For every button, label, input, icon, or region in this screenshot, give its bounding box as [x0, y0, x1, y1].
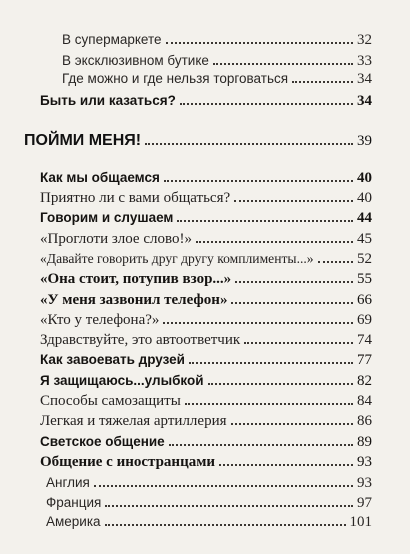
toc-entry-title: «У меня зазвонил телефон» [40, 292, 228, 308]
toc-entry [40, 389, 372, 409]
toc-leader-dots [292, 81, 353, 83]
toc-entry-page: 33 [357, 53, 372, 69]
toc-leader-dots [105, 524, 346, 526]
toc-leader-dots [166, 42, 353, 44]
toc-entry-title: «Она стоит, потупив взор...» [40, 271, 232, 287]
toc-entry-page: 69 [357, 312, 372, 328]
toc-entry-page: 93 [357, 454, 372, 470]
toc-leader-dots [180, 103, 353, 105]
toc-entry [46, 510, 372, 530]
toc-entry-page: 82 [357, 373, 372, 389]
toc-entry-page: 39 [357, 133, 372, 149]
toc-entry-title: В эксклюзивном бутике [62, 53, 209, 68]
toc-entry [40, 186, 372, 206]
toc-entry [40, 450, 372, 470]
toc-entry [40, 288, 372, 308]
toc-entry-title: Англия [46, 475, 90, 490]
toc-entry-title: Как завоевать друзей [40, 352, 185, 367]
toc-entry [40, 348, 372, 368]
toc-entry [62, 67, 372, 87]
toc-entry-title: Способы самозащиты [40, 393, 181, 409]
toc-leader-dots [208, 383, 353, 385]
toc-entry-page: 44 [357, 210, 372, 226]
toc-leader-dots [219, 464, 353, 466]
toc-leader-dots [177, 220, 353, 222]
toc-leader-dots [189, 362, 353, 364]
toc-leader-dots [163, 322, 353, 324]
toc-leader-dots [244, 342, 353, 344]
toc-entry-title: Легкая и тяжелая артиллерия [40, 413, 227, 429]
toc-entry [62, 28, 372, 48]
toc-entry-page: 84 [357, 393, 372, 409]
toc-leader-dots [164, 180, 353, 182]
toc-entry-page: 52 [357, 251, 372, 267]
toc-section [24, 129, 372, 149]
toc-entry-page: 101 [349, 514, 372, 530]
toc-entry [40, 409, 372, 429]
toc-section-title: ПОЙМИ МЕНЯ! [24, 132, 142, 149]
toc-entry-page: 89 [357, 434, 372, 450]
toc-entry-page: 34 [357, 93, 372, 109]
toc-entry-title: Где можно и где нельзя торговаться [62, 71, 289, 86]
toc-leader-dots [169, 444, 353, 446]
toc-entry-title: Говорим и слушаем [40, 210, 174, 225]
toc-leader-dots [231, 423, 354, 425]
toc-entry-page: 97 [357, 495, 372, 511]
toc-entry-page: 34 [357, 71, 372, 87]
toc-leader-dots [235, 281, 353, 283]
toc-entry-title: Как мы общаемся [40, 170, 160, 185]
toc-entry [40, 227, 372, 247]
toc-entry-page: 32 [357, 32, 372, 48]
toc-entry [62, 49, 372, 69]
toc-entry-title: Америка [46, 514, 101, 529]
toc-leader-dots [318, 261, 353, 263]
toc-entry-title: Светское общение [40, 434, 165, 449]
toc-entry [40, 206, 372, 226]
toc-entry-title: Здравствуйте, это автоответчик [40, 332, 241, 348]
toc-entry-page: 40 [357, 170, 372, 186]
toc-leader-dots [213, 63, 353, 65]
toc-entry-title: «Давайте говорить друг другу комплименты...» [40, 251, 314, 266]
toc-entry [40, 89, 372, 109]
toc-leader-dots [105, 505, 353, 507]
toc-leader-dots [196, 241, 353, 243]
toc-entry [40, 247, 372, 267]
toc-entry-page: 86 [357, 413, 372, 429]
toc-entry-page: 40 [357, 190, 372, 206]
toc-leader-dots [231, 302, 353, 304]
toc-entry [46, 491, 372, 511]
toc-entry-title: Общение с иностранцами [40, 454, 216, 470]
toc-leader-dots [185, 403, 353, 405]
toc-entry [40, 328, 372, 348]
toc-entry-page: 66 [357, 292, 372, 308]
toc-entry [46, 471, 372, 491]
toc-entry-title: «Проглоти злое слово!» [40, 231, 192, 247]
toc-leader-dots [234, 200, 353, 202]
toc-entry [40, 267, 372, 287]
toc-entry [40, 430, 372, 450]
toc-entry-title: В супермаркете [62, 32, 162, 47]
toc-leader-dots [145, 143, 353, 145]
toc-entry-page: 77 [357, 352, 372, 368]
toc-entry [40, 166, 372, 186]
toc-entry-page: 74 [357, 332, 372, 348]
toc-leader-dots [94, 485, 353, 487]
toc-entry [40, 369, 372, 389]
toc-entry-page: 55 [357, 271, 372, 287]
toc-entry-title: «Кто у телефона?» [40, 312, 160, 328]
toc-entry-title: Франция [46, 495, 102, 510]
toc-entry-title: Приятно ли с вами общаться? [40, 190, 231, 206]
toc-entry-page: 45 [357, 231, 372, 247]
toc-entry-title: Я защищаюсь...улыбкой [40, 373, 204, 388]
toc-entry-page: 93 [357, 475, 372, 491]
toc-entry [40, 308, 372, 328]
toc-entry-title: Быть или казаться? [40, 93, 176, 108]
